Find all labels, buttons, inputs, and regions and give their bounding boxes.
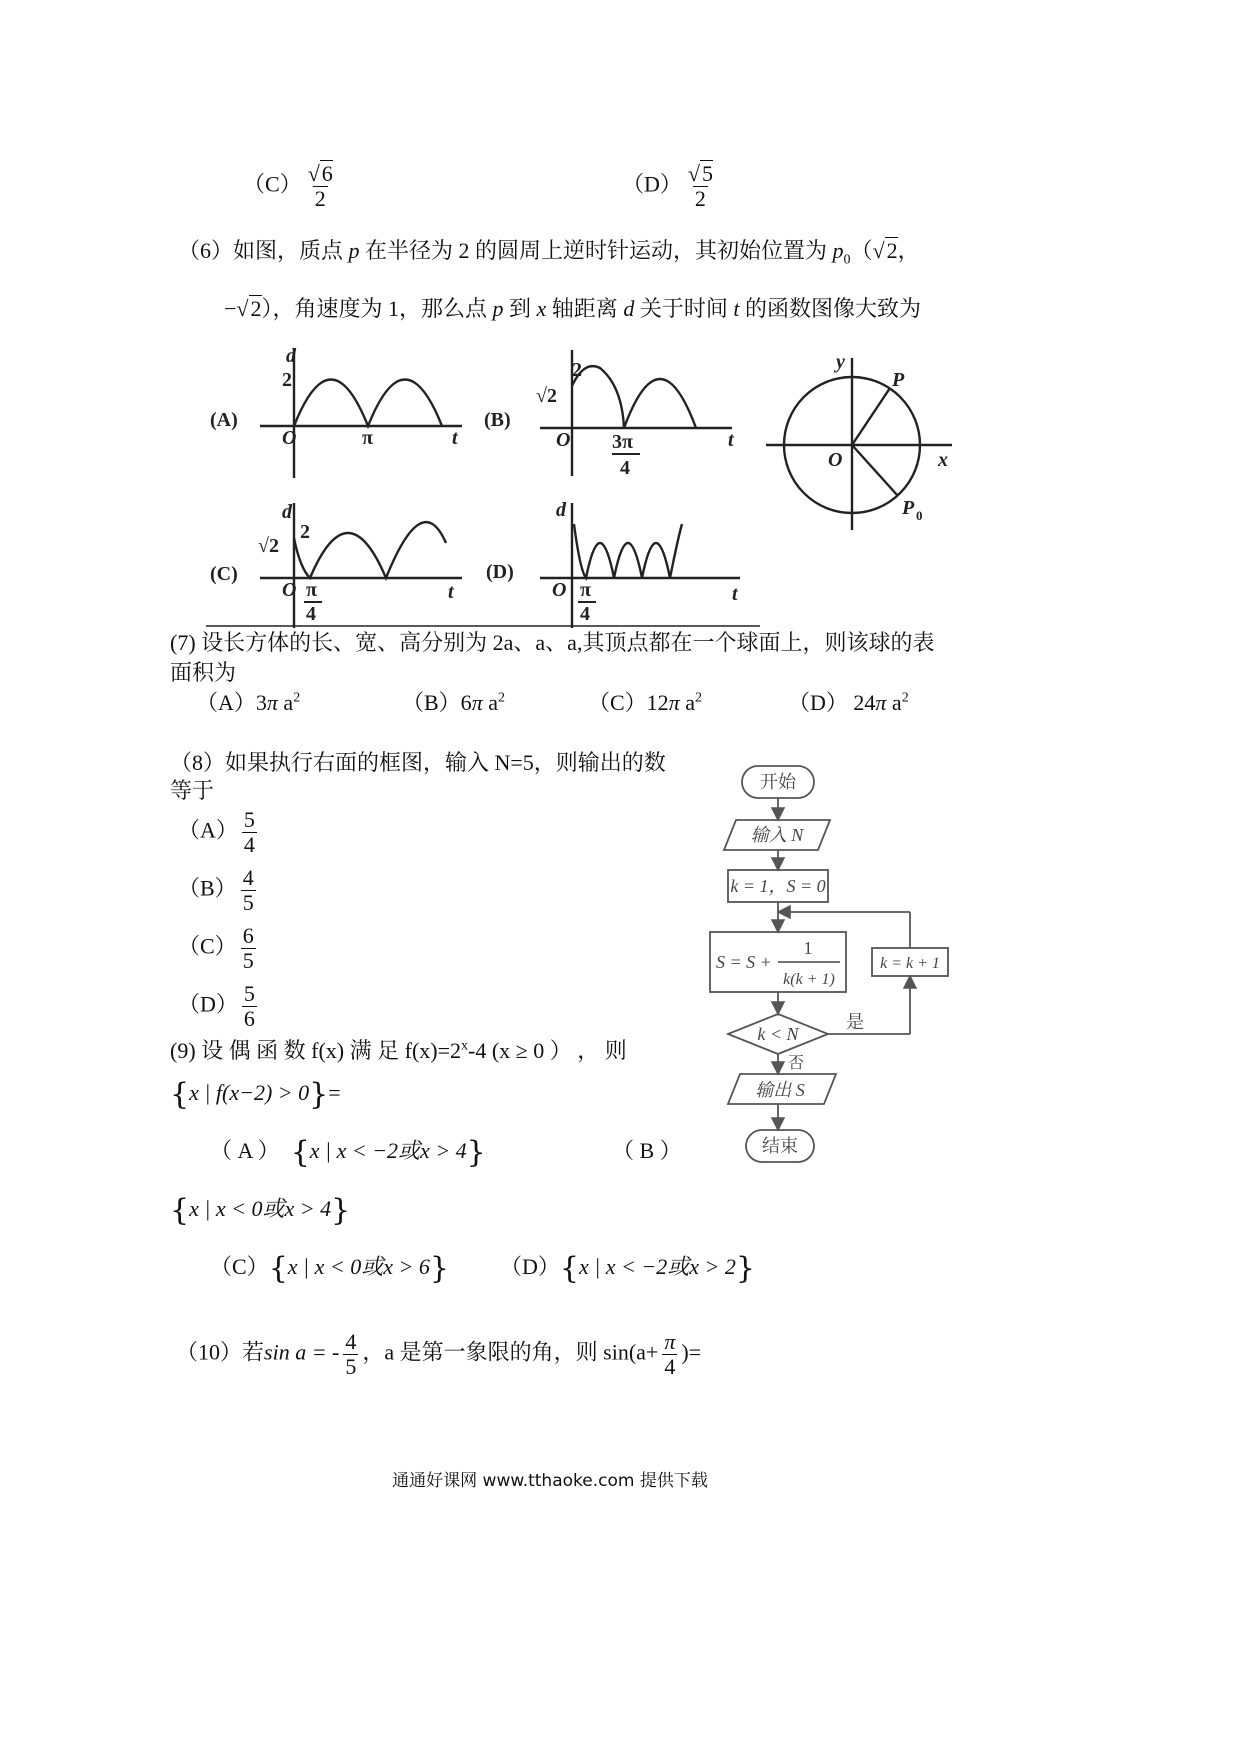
graph-d-pi: π xyxy=(580,579,591,601)
radicand: 6 xyxy=(321,161,333,186)
flow-no-label: 否 xyxy=(788,1055,805,1072)
graph-b-origin: O xyxy=(556,429,571,451)
numerator: 6 xyxy=(242,923,254,948)
flow-end-text: 结束 xyxy=(762,1136,798,1156)
numerator: 4 xyxy=(242,865,254,890)
flow-start-text: 开始 xyxy=(760,772,796,792)
pi: π xyxy=(875,690,887,715)
graph-c-t-label: t xyxy=(448,581,454,603)
q8-flowchart xyxy=(700,760,970,1180)
graph-d-curve xyxy=(574,524,682,578)
q9-stem xyxy=(170,1036,627,1066)
var-p0: p xyxy=(832,238,844,263)
set-body: x | x < −2或x > 2 xyxy=(578,1254,736,1279)
flow-condition-text: k < N xyxy=(757,1024,799,1044)
var-a: a xyxy=(891,690,902,715)
flow-update-lhs: S = S + xyxy=(716,952,772,972)
text: 轴距离 xyxy=(546,296,624,321)
graph-b-curve xyxy=(572,366,696,428)
numerator: 4 xyxy=(345,1329,357,1354)
numerator: 5 xyxy=(243,981,255,1006)
option-label: （C） xyxy=(243,171,302,197)
graph-a-label: (A) xyxy=(210,409,238,431)
text: ），角速度为 1，那么点 xyxy=(261,296,493,321)
text: （6）如图，质点 xyxy=(178,238,349,263)
text: （ xyxy=(850,238,873,263)
q9-option-b-set: {x | x < 0或x > 4} xyxy=(170,1192,351,1228)
graph-b-two: 2 xyxy=(572,359,582,381)
denominator: 5 xyxy=(242,948,254,973)
denominator: 5 xyxy=(242,890,254,915)
pi: π xyxy=(266,690,278,715)
text: ，a 是第一象限的角，则 sin(a+ xyxy=(362,1339,659,1365)
denominator: 4 xyxy=(664,1354,676,1379)
set-body: x | x < 0或x > 4 xyxy=(189,1196,332,1221)
radicand: 5 xyxy=(701,161,713,186)
graph-a-two: 2 xyxy=(282,369,292,391)
set-body: x | x < −2或x > 4 xyxy=(309,1138,467,1163)
flow-update-num: 1 xyxy=(803,938,813,958)
text: （10）若 xyxy=(176,1339,265,1365)
segment-op0 xyxy=(852,445,898,496)
text: − xyxy=(224,296,237,321)
option-label: （C） xyxy=(178,933,237,959)
option-label: （ A ） xyxy=(210,1138,280,1163)
graph-a-pi: π xyxy=(362,427,373,449)
q9-option-b-label: （ B ） xyxy=(612,1138,682,1163)
text: (9) 设 偶 函 数 f(x) 满 足 f(x)=2 xyxy=(170,1038,462,1063)
text: -4 (x ≥ 0 ） ， 则 xyxy=(468,1038,627,1063)
q5-option-d xyxy=(622,162,719,211)
sup: 2 xyxy=(901,690,909,706)
text: )= xyxy=(681,1339,702,1365)
q8-option-a xyxy=(178,808,261,857)
page-footer: 通通好课网 www.tthaoke.com 提供下载 xyxy=(392,1471,708,1491)
segment-op xyxy=(852,388,890,445)
sup: 2 xyxy=(694,690,702,706)
fraction: $\frac{√5}{2}$ xyxy=(687,161,713,211)
radicand: 2 xyxy=(886,238,898,263)
var-p: p xyxy=(348,238,360,263)
option-label: （A） xyxy=(178,817,238,843)
var-x: x xyxy=(536,296,547,321)
denominator: 4 xyxy=(243,832,255,857)
text: ， xyxy=(897,238,920,263)
graph-d-d-label: d xyxy=(556,499,566,521)
circle-p0-label: P xyxy=(902,497,915,519)
graph-b-label: (B) xyxy=(484,409,511,431)
denominator: 6 xyxy=(243,1006,255,1031)
flow-input-text: 输入 N xyxy=(750,825,804,845)
flow-output-text: 输出 S xyxy=(755,1080,805,1100)
q8-option-d xyxy=(178,982,261,1031)
flow-increment-text: k = k + 1 xyxy=(880,955,940,972)
circle-y-label: y xyxy=(836,351,845,373)
q9-option-c: （C）{x | x < 0或x > 6} xyxy=(210,1250,449,1286)
text: 关于时间 xyxy=(634,296,734,321)
subscript: 0 xyxy=(843,252,851,268)
option-label: （D） xyxy=(622,171,682,197)
graph-d-t-label: t xyxy=(732,583,738,605)
q9-option-a: （ A ） {x | x < −2或x > 4} xyxy=(210,1134,486,1170)
set-body: x | f(x−2) > 0 xyxy=(189,1080,310,1105)
graph-d-label: (D) xyxy=(486,561,514,583)
q7-option-d xyxy=(788,688,909,718)
q9-set-expression: {x | f(x−2) > 0}= xyxy=(170,1076,341,1112)
graph-c-two: 2 xyxy=(300,521,310,543)
q6-stem-line1: （6）如图，质点 p 在半径为 2 的圆周上逆时针运动，其初始位置为 $p_0(√2$， xyxy=(178,238,920,268)
radicand: 2 xyxy=(250,296,262,321)
graph-c-origin: O xyxy=(282,579,297,601)
graph-d-four: 4 xyxy=(580,603,590,625)
flow-init-text: k = 1，S = 0 xyxy=(730,876,826,896)
flow-update-den: k(k + 1) xyxy=(783,971,835,988)
graph-c-pi: π xyxy=(306,579,317,601)
var-t: t xyxy=(733,296,740,321)
sup: 2 xyxy=(293,690,301,706)
circle-x-label: x xyxy=(938,449,948,471)
q9-option-d: （D）{x | x < −2或x > 2} xyxy=(500,1250,755,1286)
option-label: （D） xyxy=(500,1254,560,1279)
sin-expr: sin a = - xyxy=(264,1339,340,1365)
q8-stem-line2: 等于 xyxy=(170,778,215,803)
fraction: $\frac{√6}{2}$ xyxy=(307,161,333,211)
graph-b-four: 4 xyxy=(620,457,630,479)
graph-a-origin: O xyxy=(282,427,297,449)
option-label: （D） xyxy=(178,991,238,1017)
graph-c-four: 4 xyxy=(306,603,316,625)
graph-a-curve xyxy=(294,380,442,427)
circle-p-label: P xyxy=(892,369,905,391)
graph-c-sqrt2: √2 xyxy=(258,535,279,557)
text: （A）3 xyxy=(196,690,267,715)
graph-b-t-label: t xyxy=(728,429,734,451)
graph-b-sqrt2: √2 xyxy=(536,385,557,407)
var-d: d xyxy=(623,296,635,321)
text: 的函数图像大致为 xyxy=(739,296,921,321)
graph-c-d-label: d xyxy=(282,501,292,523)
q8-option-b xyxy=(178,866,260,915)
q6-stem-line2: −√2），角速度为 1，那么点 p 到 x 轴距离 d 关于时间 t 的函数图像大致为 xyxy=(224,296,921,321)
var-a: a xyxy=(488,690,498,715)
sup: x xyxy=(461,1038,469,1054)
q5-option-c xyxy=(243,162,339,211)
pi: π xyxy=(471,690,483,715)
q6-figure xyxy=(200,338,980,630)
q7-option-b xyxy=(402,688,505,718)
q10-stem xyxy=(176,1330,701,1379)
flow-yes-label: 是 xyxy=(846,1012,864,1032)
numerator: 5 xyxy=(243,807,255,832)
set-body: x | x < 0或x > 6 xyxy=(287,1254,430,1279)
denominator: 2 xyxy=(694,186,706,211)
numerator: π xyxy=(664,1329,676,1354)
q8-option-c xyxy=(178,924,260,973)
text: （B）6 xyxy=(402,690,472,715)
circle-p0-sub: 0 xyxy=(916,508,923,523)
q7-stem-line1: (7) 设长方体的长、宽、高分别为 2a、a、a,其顶点都在一个球面上，则该球的表 xyxy=(170,630,935,655)
text: （C）12 xyxy=(588,690,669,715)
graph-a-d-label: d xyxy=(286,345,296,367)
option-label: （B） xyxy=(178,875,237,901)
var-p: p xyxy=(492,296,504,321)
text: 在半径为 2 的圆周上逆时针运动，其初始位置为 xyxy=(359,238,833,263)
q7-option-c xyxy=(588,688,702,718)
graph-c-curve xyxy=(294,522,446,578)
graph-b-three-pi: 3π xyxy=(612,431,633,453)
graph-c-label: (C) xyxy=(210,563,238,585)
denominator: 5 xyxy=(345,1354,357,1379)
denominator: 2 xyxy=(314,186,326,211)
text: （D） 24 xyxy=(788,690,876,715)
text: = xyxy=(328,1080,341,1105)
var-a: a xyxy=(685,690,695,715)
option-label: （C） xyxy=(210,1254,269,1279)
circle-o-label: O xyxy=(828,449,843,471)
q7-option-a xyxy=(196,688,300,718)
text: 到 xyxy=(503,296,537,321)
graph-a-t-label: t xyxy=(452,427,458,449)
var-a: a xyxy=(283,690,294,715)
pi: π xyxy=(668,690,680,715)
sup: 2 xyxy=(497,690,505,706)
q8-stem-line1: （8）如果执行右面的框图，输入 N=5，则输出的数 xyxy=(170,750,666,775)
q7-stem-line2: 面积为 xyxy=(170,660,237,685)
graph-d-origin: O xyxy=(552,579,567,601)
